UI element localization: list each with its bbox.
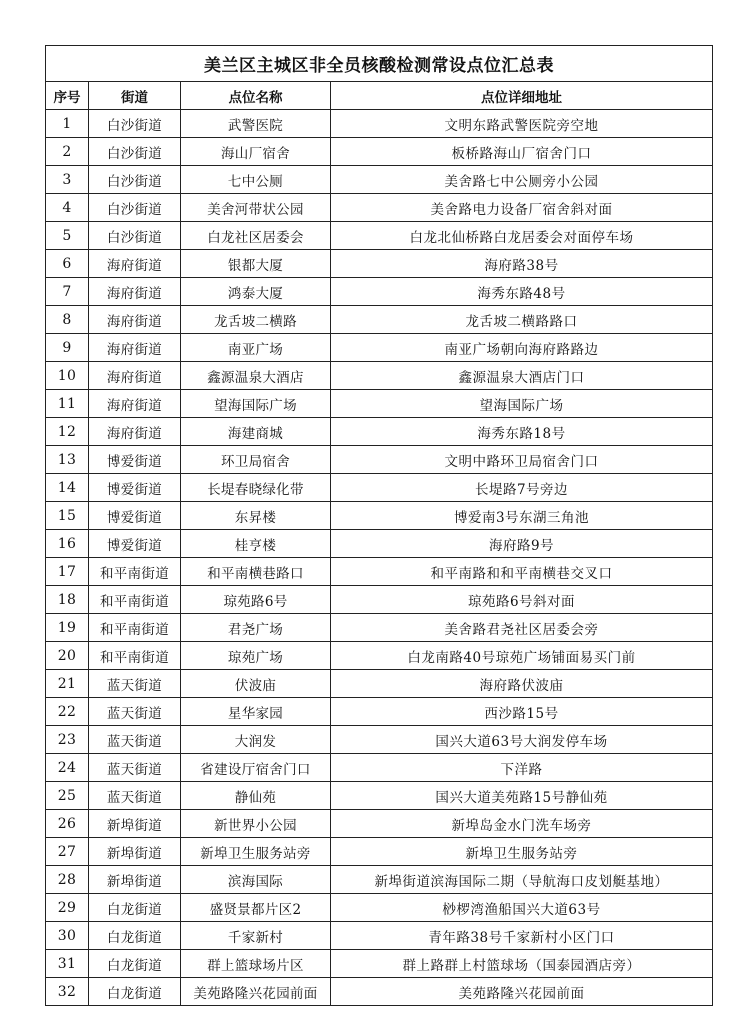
- row-site-name: 省建设厅宿舍门口: [181, 754, 331, 782]
- row-address: 下洋路: [331, 754, 713, 782]
- row-street: 海府街道: [89, 390, 181, 418]
- table-header-row: [46, 82, 713, 110]
- row-number: 26: [46, 810, 89, 838]
- row-site-name: 长堤春晓绿化带: [181, 474, 331, 502]
- table-row: [46, 138, 713, 166]
- row-address: 青年路38号千家新村小区门口: [331, 922, 713, 950]
- row-site-name: 望海国际广场: [181, 390, 331, 418]
- row-site-name: 海建商城: [181, 418, 331, 446]
- row-number: 1: [46, 110, 89, 138]
- table-row: [46, 894, 713, 922]
- row-number: 8: [46, 306, 89, 334]
- row-address: 海府路38号: [331, 250, 713, 278]
- row-street: 和平南街道: [89, 558, 181, 586]
- row-address: 琼苑路6号斜对面: [331, 586, 713, 614]
- row-site-name: 新埠卫生服务站旁: [181, 838, 331, 866]
- row-street: 白沙街道: [89, 138, 181, 166]
- row-address: 美舍路电力设备厂宿舍斜对面: [331, 194, 713, 222]
- row-site-name: 鑫源温泉大酒店: [181, 362, 331, 390]
- table-row: [46, 306, 713, 334]
- row-number: 30: [46, 922, 89, 950]
- row-address: 南亚广场朝向海府路路边: [331, 334, 713, 362]
- row-street: 蓝天街道: [89, 670, 181, 698]
- row-number: 31: [46, 950, 89, 978]
- row-number: 22: [46, 698, 89, 726]
- row-address: 白龙北仙桥路白龙居委会对面停车场: [331, 222, 713, 250]
- table-row: [46, 222, 713, 250]
- row-address: 国兴大道美苑路15号静仙苑: [331, 782, 713, 810]
- row-number: 27: [46, 838, 89, 866]
- row-number: 25: [46, 782, 89, 810]
- row-site-name: 琼苑广场: [181, 642, 331, 670]
- table-title: 美兰区主城区非全员核酸检测常设点位汇总表: [46, 46, 713, 82]
- row-address: 文明东路武警医院旁空地: [331, 110, 713, 138]
- row-number: 28: [46, 866, 89, 894]
- row-number: 6: [46, 250, 89, 278]
- table-row: [46, 390, 713, 418]
- row-number: 4: [46, 194, 89, 222]
- row-site-name: 星华家园: [181, 698, 331, 726]
- row-address: 和平南路和和平南横巷交叉口: [331, 558, 713, 586]
- row-street: 博爱街道: [89, 502, 181, 530]
- row-address: 海府路伏波庙: [331, 670, 713, 698]
- table-row: [46, 866, 713, 894]
- table-row: [46, 754, 713, 782]
- row-street: 白沙街道: [89, 166, 181, 194]
- row-address: 新埠街道滨海国际二期（导航海口皮划艇基地）: [331, 866, 713, 894]
- table-title-row: [46, 46, 713, 82]
- table-body: [46, 110, 713, 1006]
- row-street: 海府街道: [89, 306, 181, 334]
- row-address: 博爱南3号东湖三角池: [331, 502, 713, 530]
- row-site-name: 美舍河带状公园: [181, 194, 331, 222]
- row-address: 美舍路君尧社区居委会旁: [331, 614, 713, 642]
- row-address: 龙舌坡二横路路口: [331, 306, 713, 334]
- row-number: 7: [46, 278, 89, 306]
- row-street: 蓝天街道: [89, 782, 181, 810]
- table-row: [46, 922, 713, 950]
- row-address: 桫椤湾渔船国兴大道63号: [331, 894, 713, 922]
- row-number: 18: [46, 586, 89, 614]
- row-number: 23: [46, 726, 89, 754]
- row-address: 西沙路15号: [331, 698, 713, 726]
- row-street: 和平南街道: [89, 642, 181, 670]
- row-street: 白龙街道: [89, 950, 181, 978]
- row-street: 新埠街道: [89, 866, 181, 894]
- table-row: [46, 110, 713, 138]
- row-address: 群上路群上村篮球场（国泰园酒店旁）: [331, 950, 713, 978]
- row-site-name: 美苑路隆兴花园前面: [181, 978, 331, 1006]
- row-site-name: 桂亨楼: [181, 530, 331, 558]
- row-site-name: 静仙苑: [181, 782, 331, 810]
- row-street: 博爱街道: [89, 530, 181, 558]
- table-row: [46, 726, 713, 754]
- row-street: 蓝天街道: [89, 698, 181, 726]
- row-site-name: 盛贤景都片区2: [181, 894, 331, 922]
- table-row: [46, 586, 713, 614]
- row-site-name: 龙舌坡二横路: [181, 306, 331, 334]
- row-site-name: 伏波庙: [181, 670, 331, 698]
- row-number: 5: [46, 222, 89, 250]
- table-row: [46, 334, 713, 362]
- row-site-name: 大润发: [181, 726, 331, 754]
- row-address: 新埠岛金水门洗车场旁: [331, 810, 713, 838]
- table-row: [46, 810, 713, 838]
- row-site-name: 琼苑路6号: [181, 586, 331, 614]
- row-address: 文明中路环卫局宿舍门口: [331, 446, 713, 474]
- row-site-name: 白龙社区居委会: [181, 222, 331, 250]
- column-header-site-name: 点位名称: [181, 82, 331, 110]
- table-row: [46, 446, 713, 474]
- row-number: 15: [46, 502, 89, 530]
- row-street: 白沙街道: [89, 222, 181, 250]
- row-site-name: 滨海国际: [181, 866, 331, 894]
- row-street: 和平南街道: [89, 586, 181, 614]
- row-number: 12: [46, 418, 89, 446]
- row-street: 白沙街道: [89, 110, 181, 138]
- table-row: [46, 166, 713, 194]
- table-row: [46, 278, 713, 306]
- row-site-name: 和平南横巷路口: [181, 558, 331, 586]
- row-address: 美苑路隆兴花园前面: [331, 978, 713, 1006]
- row-street: 和平南街道: [89, 614, 181, 642]
- testing-sites-table-wrapper: [45, 45, 713, 1006]
- row-street: 海府街道: [89, 362, 181, 390]
- row-number: 32: [46, 978, 89, 1006]
- table-row: [46, 418, 713, 446]
- row-street: 海府街道: [89, 278, 181, 306]
- row-address: 长堤路7号旁边: [331, 474, 713, 502]
- row-site-name: 群上篮球场片区: [181, 950, 331, 978]
- row-number: 24: [46, 754, 89, 782]
- table-row: [46, 474, 713, 502]
- row-address: 国兴大道63号大润发停车场: [331, 726, 713, 754]
- row-street: 白沙街道: [89, 194, 181, 222]
- row-site-name: 海山厂宿舍: [181, 138, 331, 166]
- row-site-name: 千家新村: [181, 922, 331, 950]
- table-row: [46, 530, 713, 558]
- row-address: 海秀东路48号: [331, 278, 713, 306]
- row-street: 新埠街道: [89, 810, 181, 838]
- row-street: 蓝天街道: [89, 726, 181, 754]
- row-number: 16: [46, 530, 89, 558]
- table-row: [46, 502, 713, 530]
- row-number: 20: [46, 642, 89, 670]
- row-number: 17: [46, 558, 89, 586]
- row-street: 海府街道: [89, 250, 181, 278]
- row-number: 9: [46, 334, 89, 362]
- row-address: 望海国际广场: [331, 390, 713, 418]
- row-site-name: 鸿泰大厦: [181, 278, 331, 306]
- row-number: 2: [46, 138, 89, 166]
- row-number: 19: [46, 614, 89, 642]
- row-number: 14: [46, 474, 89, 502]
- row-site-name: 君尧广场: [181, 614, 331, 642]
- row-street: 海府街道: [89, 418, 181, 446]
- table-row: [46, 950, 713, 978]
- row-number: 3: [46, 166, 89, 194]
- row-street: 新埠街道: [89, 838, 181, 866]
- row-address: 白龙南路40号琼苑广场铺面易买门前: [331, 642, 713, 670]
- row-site-name: 银都大厦: [181, 250, 331, 278]
- row-address: 美舍路七中公厕旁小公园: [331, 166, 713, 194]
- row-number: 10: [46, 362, 89, 390]
- row-street: 白龙街道: [89, 978, 181, 1006]
- row-address: 海秀东路18号: [331, 418, 713, 446]
- row-street: 白龙街道: [89, 894, 181, 922]
- row-street: 博爱街道: [89, 474, 181, 502]
- row-address: 板桥路海山厂宿舍门口: [331, 138, 713, 166]
- row-site-name: 新世界小公园: [181, 810, 331, 838]
- row-site-name: 环卫局宿舍: [181, 446, 331, 474]
- table-row: [46, 558, 713, 586]
- table-row: [46, 250, 713, 278]
- row-street: 博爱街道: [89, 446, 181, 474]
- row-number: 13: [46, 446, 89, 474]
- row-street: 白龙街道: [89, 922, 181, 950]
- row-address: 新埠卫生服务站旁: [331, 838, 713, 866]
- testing-sites-table: [45, 45, 713, 1006]
- row-street: 蓝天街道: [89, 754, 181, 782]
- table-row: [46, 978, 713, 1006]
- column-header-number: 序号: [46, 82, 89, 110]
- table-row: [46, 782, 713, 810]
- column-header-address: 点位详细地址: [331, 82, 713, 110]
- row-number: 21: [46, 670, 89, 698]
- table-row: [46, 614, 713, 642]
- row-site-name: 东昇楼: [181, 502, 331, 530]
- row-site-name: 武警医院: [181, 110, 331, 138]
- table-row: [46, 838, 713, 866]
- table-row: [46, 362, 713, 390]
- table-row: [46, 698, 713, 726]
- table-row: [46, 194, 713, 222]
- row-number: 29: [46, 894, 89, 922]
- row-site-name: 南亚广场: [181, 334, 331, 362]
- row-number: 11: [46, 390, 89, 418]
- row-address: 鑫源温泉大酒店门口: [331, 362, 713, 390]
- table-row: [46, 670, 713, 698]
- column-header-street: 街道: [89, 82, 181, 110]
- row-street: 海府街道: [89, 334, 181, 362]
- row-site-name: 七中公厕: [181, 166, 331, 194]
- row-address: 海府路9号: [331, 530, 713, 558]
- table-row: [46, 642, 713, 670]
